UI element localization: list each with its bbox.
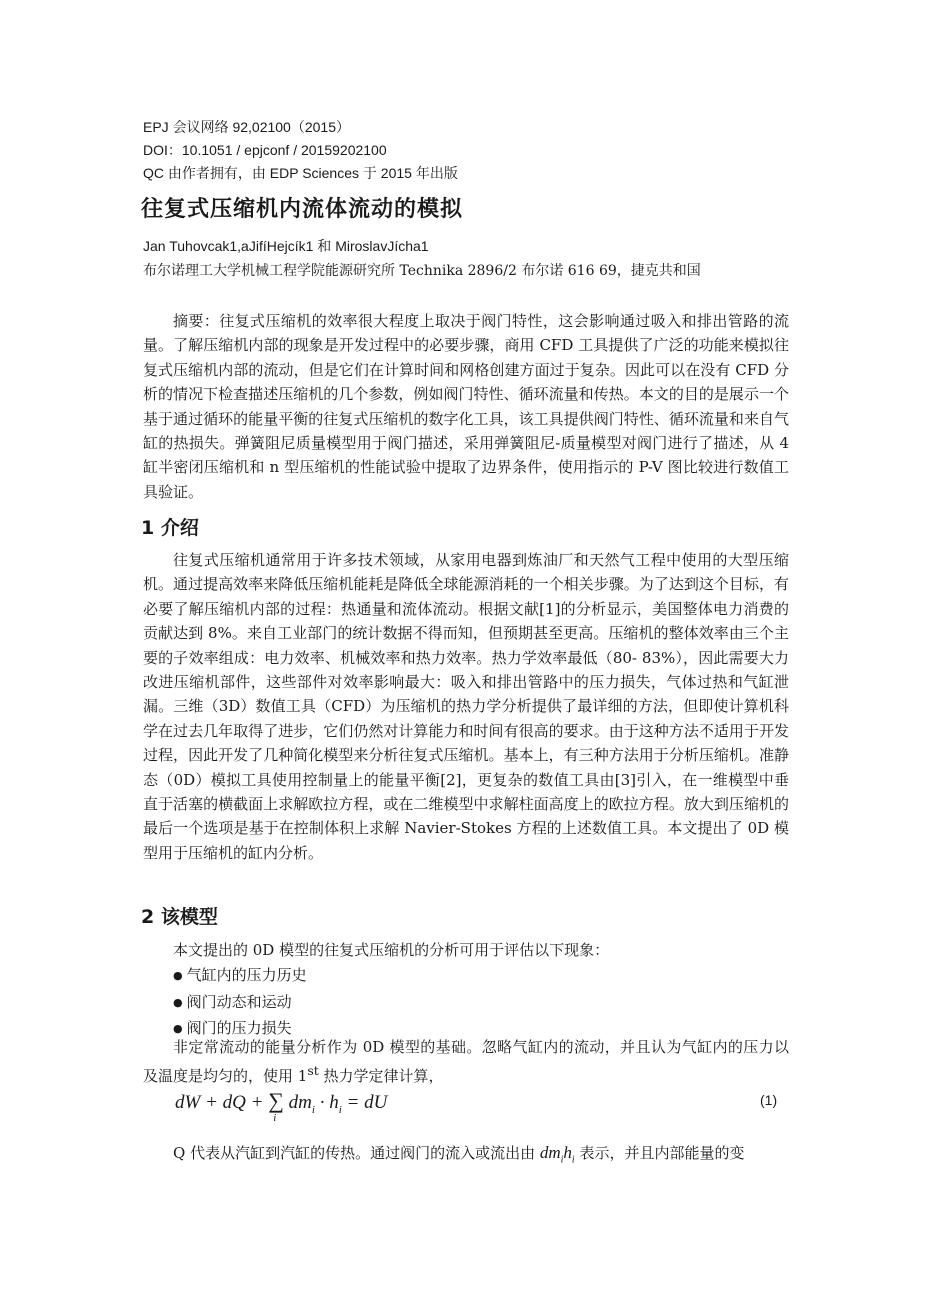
journal-info: EPJ 会议网络 92,02100（2015） (143, 119, 350, 135)
license-line: QC 由作者拥有，由 EDP Sciences 于 2015 年出版 (143, 165, 458, 181)
paper-title: 往复式压缩机内流体流动的模拟 (141, 197, 464, 222)
list-item: ● 阀门动态和运动 (173, 990, 307, 1017)
heat-transfer-tail: 表示，并且内部能量的变 (574, 1144, 745, 1162)
affiliation: 布尔诺理工大学机械工程学院能源研究所 Technika 2896/2 布尔诺 616 69，捷克共和国 (143, 263, 701, 279)
equation-number: (1) (760, 1092, 778, 1108)
phenomena-list (173, 963, 307, 1043)
section-2-heading: 2 该模型 (141, 906, 218, 928)
section-2-intro: 本文提出的 0D 模型的往复式压缩机的分析可用于评估以下现象： (173, 941, 610, 959)
list-item: ● 气缸内的压力历史 (173, 963, 307, 990)
section-1-heading: 1 介绍 (141, 517, 199, 539)
heat-transfer-text: Q 代表从汽缸到汽缸的传热。通过阀门的流入或流出由 (173, 1144, 540, 1162)
doi: DOI：10.1051 / epjconf / 20159202100 (143, 142, 387, 158)
equation-1: dW + dQ + ∑ i $dm_i \cdot h_i$ = dU (175, 1088, 388, 1124)
energy-paragraph-tail: 热力学定律计算， (318, 1067, 444, 1086)
authors: Jan Tuhovcak1,aJifíHejcík1 和 MiroslavJícha1 (143, 238, 429, 254)
superscript-st: st (307, 1063, 319, 1079)
energy-paragraph-text: 非定常流动的能量分析作为 0D 模型的基础。忽略气缸内的流动，并且认为气缸内的压力以及温度是均匀的，使用 1 (143, 1038, 789, 1086)
inline-math-dmh: $dm_ih_i$ (539, 1143, 575, 1166)
abstract: 摘要：往复式压缩机的效率很大程度上取决于阀门特性，这会影响通过吸入和排出管路的流量。了解压缩机内部的现象是开发过程中的必要步骤，商用 CFD 工具提供了广泛的功能来模拟往复式压缩机内部的流动，但是它们在计算时间和网格创建方面过于复杂。因此可以在没有 CFD 分析的情况下检查描述压缩机的几个参数，例如阀门特性、循环流量和传热。本文的目的是展示一个基于通过循环的能量平衡的往复式压缩机的数字化工具，该工具提供阀门特性、循环流量和来自气缸的热损失。弹簧阻尼质量模型用于阀门描述，采用弹簧阻尼-质量模型对阀门进行了描述，从 4 缸半密闭压缩机和 n 型压缩机的性能试验中提取了边界条件，使用指示的 P-V 图比较进行数值工具验证。 (143, 312, 789, 501)
list-item: ● 阀门的压力损失 (173, 1016, 307, 1043)
energy-paragraph (143, 1035, 789, 1089)
heat-transfer-paragraph (173, 1142, 744, 1165)
section-1-body: 往复式压缩机通常用于许多技术领域，从家用电器到炼油厂和天然气工程中使用的大型压缩机。通过提高效率来降低压缩机能耗是降低全球能源消耗的一个相关步骤。为了达到这个目标，有必要了解压缩机内部的过程：热通量和流体流动。根据文献[1]的分析显示，美国整体电力消费的贡献达到 8%。来自工业部门的统计数据不得而知，但预期甚至更高。压缩机的整体效率由三个主要的子效率组成：电力效率、机械效率和热力效率。热力学效率最低（80- 83%），因此需要大力改进压缩机部件，这些部件对效率影响最大：吸入和排出管路中的压力损失，气体过热和气缸泄漏。三维（3D）数值工具（CFD）为压缩机的热力学分析提供了最详细的方法，但即使计算机科学在过去几年取得了进步，它们仍然对计算能力和时间有很高的要求。由于这种方法不适用于开发过程，因此开发了几种简化模型来分析往复式压缩机。基本上，有三种方法用于分析压缩机。准静态（0D）模拟工具使用控制量上的能量平衡[2]，更复杂的数值工具由[3]引入，在一维模型中垂直于活塞的横截面上求解欧拉方程，或在二维模型中求解柱面高度上的欧拉方程。放大到压缩机的最后一个选项是基于在控制体积上求解 Navier-Stokes 方程的上述数值工具。本文提出了 0D 模型用于压缩机的缸内分析。 (143, 551, 789, 862)
